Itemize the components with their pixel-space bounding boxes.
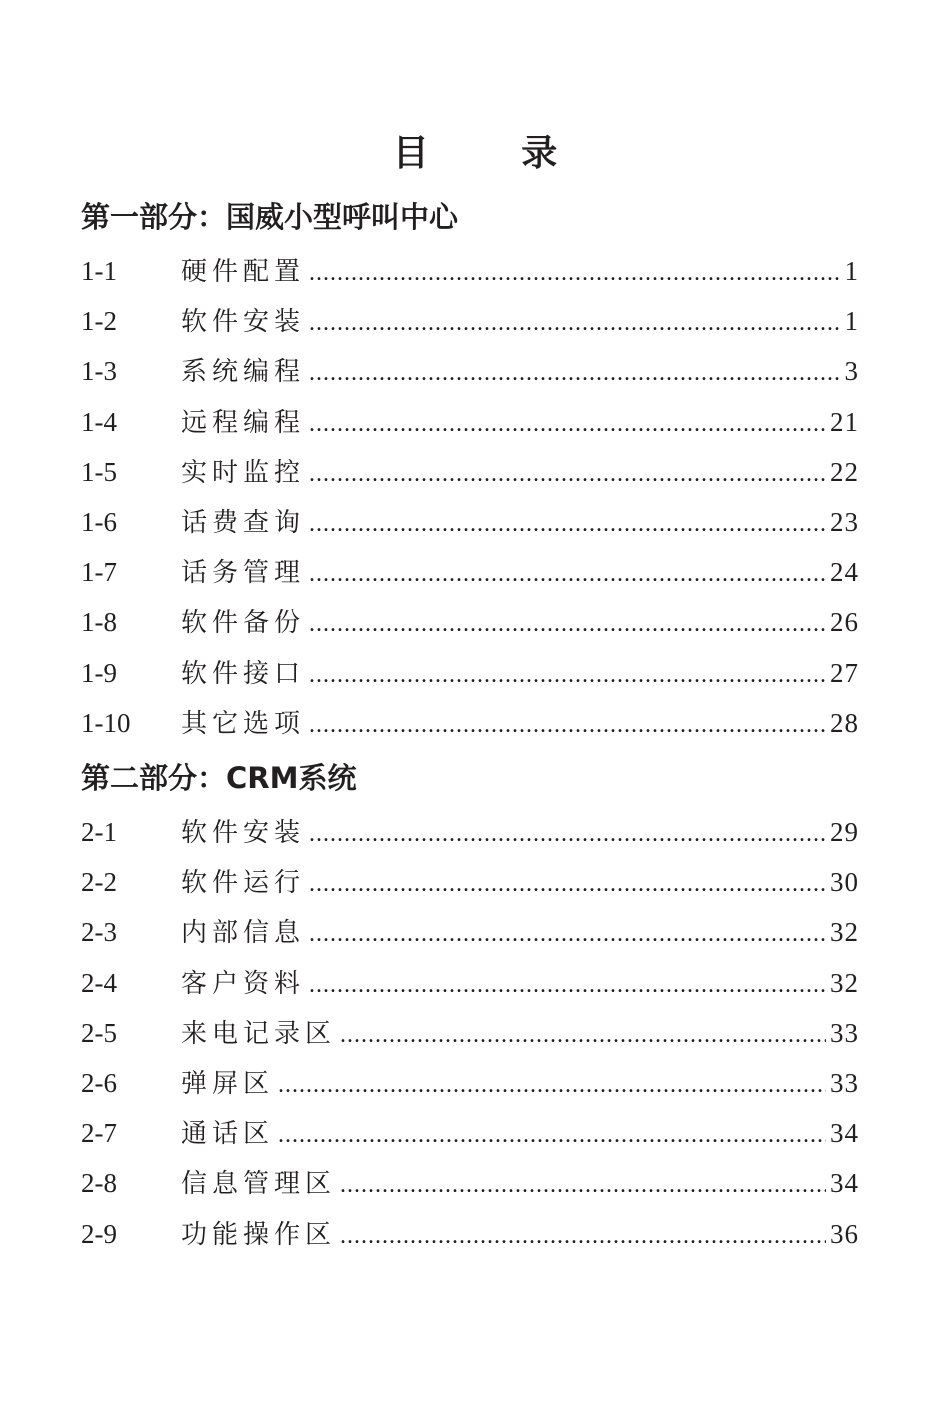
entry-title: 系统编程 <box>181 357 306 388</box>
dot-leader <box>309 248 840 298</box>
entry-number: 1-2 <box>81 306 117 337</box>
toc-entry[interactable] <box>81 958 859 1008</box>
entry-page-number: 26 <box>830 607 859 638</box>
entry-number: 1-8 <box>81 607 117 638</box>
dot-leader <box>309 298 840 348</box>
dot-leader <box>309 449 826 499</box>
dot-leader <box>309 960 826 1010</box>
entry-title: 话费查询 <box>181 507 306 538</box>
toc-entry[interactable] <box>81 547 859 597</box>
entry-number: 2-4 <box>81 967 117 998</box>
toc-entry[interactable] <box>81 497 859 547</box>
entry-page-number: 32 <box>830 917 859 948</box>
entry-number: 2-5 <box>81 1017 117 1048</box>
section-heading-part-1: 第一部分：国威小型呼叫中心 <box>81 200 459 234</box>
entry-number: 1-7 <box>81 557 117 588</box>
toc-entry[interactable] <box>81 296 859 346</box>
dot-leader <box>309 809 826 859</box>
entry-number: 2-2 <box>81 867 117 898</box>
toc-entry[interactable] <box>81 1008 859 1058</box>
entry-title: 远程编程 <box>181 407 306 438</box>
entry-number: 1-4 <box>81 406 117 437</box>
toc-entry[interactable] <box>81 648 859 698</box>
entry-title: 通话区 <box>181 1119 275 1150</box>
dot-leader <box>309 499 826 549</box>
entry-page-number: 29 <box>830 817 859 847</box>
dot-leader <box>340 1010 826 1060</box>
entry-number: 1-9 <box>81 657 117 688</box>
entry-page-number: 1 <box>844 256 859 286</box>
dot-leader <box>340 1211 826 1261</box>
entry-title: 来电记录区 <box>181 1018 337 1049</box>
entry-title: 软件接口 <box>181 658 306 689</box>
dot-leader <box>278 1110 826 1160</box>
entry-page-number: 24 <box>830 557 859 588</box>
entry-title: 其它选项 <box>181 708 306 739</box>
entry-title: 软件安装 <box>181 307 306 338</box>
toc-entry[interactable] <box>81 397 859 447</box>
entry-page-number: 34 <box>830 1168 859 1199</box>
toc-title: 目 录 <box>392 133 598 174</box>
entry-number: 1-6 <box>81 506 117 537</box>
dot-leader <box>309 700 826 750</box>
toc-entry[interactable] <box>81 346 859 396</box>
toc-entry[interactable] <box>81 698 859 748</box>
toc-entry[interactable] <box>81 1209 859 1259</box>
dot-leader <box>309 859 826 909</box>
toc-entry[interactable] <box>81 246 859 296</box>
section-heading-part-2: 第二部分：CRM系统 <box>81 761 357 795</box>
entry-page-number: 1 <box>844 306 859 337</box>
dot-leader <box>309 650 826 700</box>
entry-page-number: 30 <box>830 867 859 898</box>
entry-title: 实时监控 <box>181 457 306 488</box>
entry-number: 1-10 <box>81 707 131 738</box>
entry-number: 2-8 <box>81 1168 117 1199</box>
entry-number: 1-3 <box>81 356 117 387</box>
entry-page-number: 22 <box>830 456 859 487</box>
toc-entry[interactable] <box>81 1058 859 1108</box>
entry-number: 2-6 <box>81 1067 117 1098</box>
entry-number: 2-1 <box>81 817 117 847</box>
dot-leader <box>309 549 826 599</box>
entry-title: 硬件配置 <box>181 257 306 287</box>
dot-leader <box>309 599 826 649</box>
entry-page-number: 3 <box>844 356 859 387</box>
entry-number: 1-5 <box>81 456 117 487</box>
entry-title: 弹屏区 <box>181 1068 275 1099</box>
entry-number: 1-1 <box>81 256 117 286</box>
entry-page-number: 21 <box>830 406 859 437</box>
toc-entry[interactable] <box>81 907 859 957</box>
entry-number: 2-3 <box>81 917 117 948</box>
toc-entry[interactable] <box>81 857 859 907</box>
entry-title: 软件安装 <box>181 818 306 848</box>
entry-page-number: 28 <box>830 707 859 738</box>
toc-entry[interactable] <box>81 597 859 647</box>
entry-page-number: 34 <box>830 1118 859 1149</box>
entry-title: 软件备份 <box>181 608 306 639</box>
toc-list-part-2 <box>81 807 859 1259</box>
entry-title: 客户资料 <box>181 968 306 999</box>
entry-page-number: 27 <box>830 657 859 688</box>
entry-title: 功能操作区 <box>181 1219 337 1250</box>
entry-title: 内部信息 <box>181 918 306 949</box>
entry-number: 2-9 <box>81 1218 117 1249</box>
entry-page-number: 32 <box>830 967 859 998</box>
entry-title: 软件运行 <box>181 868 306 899</box>
dot-leader <box>309 348 840 398</box>
toc-list-part-1 <box>81 246 859 748</box>
entry-page-number: 36 <box>830 1218 859 1249</box>
dot-leader <box>340 1160 826 1210</box>
entry-page-number: 33 <box>830 1017 859 1048</box>
toc-entry[interactable] <box>81 447 859 497</box>
dot-leader <box>309 399 826 449</box>
toc-entry[interactable] <box>81 1158 859 1208</box>
entry-page-number: 23 <box>830 506 859 537</box>
entry-title: 信息管理区 <box>181 1169 337 1200</box>
dot-leader <box>278 1060 826 1110</box>
entry-page-number: 33 <box>830 1067 859 1098</box>
entry-number: 2-7 <box>81 1118 117 1149</box>
dot-leader <box>309 909 826 959</box>
entry-title: 话务管理 <box>181 558 306 589</box>
toc-entry[interactable] <box>81 807 859 857</box>
toc-entry[interactable] <box>81 1108 859 1158</box>
